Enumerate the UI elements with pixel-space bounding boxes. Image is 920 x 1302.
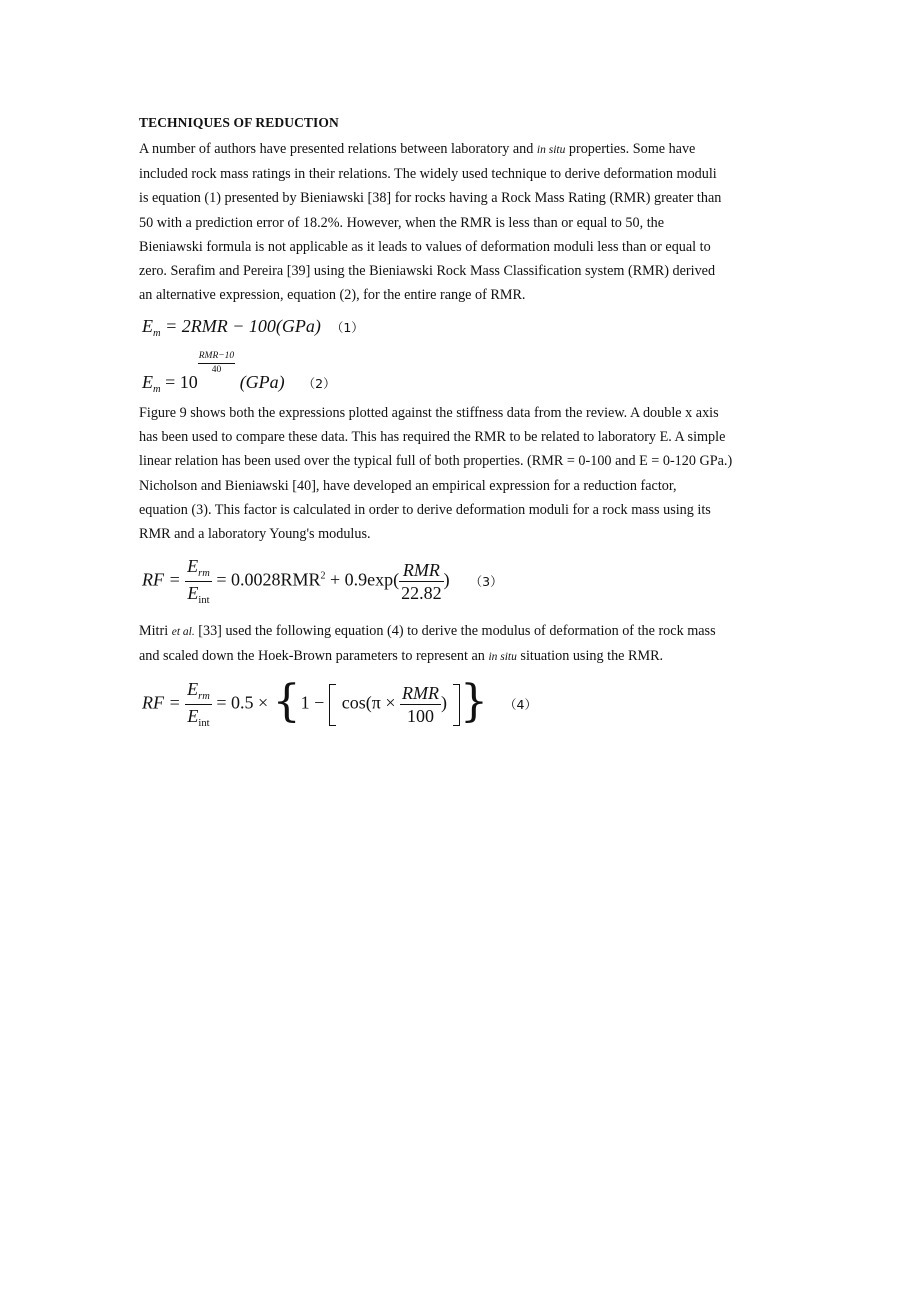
- paragraph-1-line-2: included rock mass ratings in their relations. The widely used technique to derive deformation moduli: [139, 166, 717, 183]
- paragraph-1-line-6: zero. Serafim and Pereira [39] using the Bieniawski Rock Mass Classification system (RMR) derived: [139, 263, 716, 280]
- equation-4: [142, 675, 537, 731]
- equation-lhs: RF =: [142, 569, 186, 590]
- equation-number: （3）: [469, 573, 503, 589]
- text-run: properties. Some have: [565, 141, 696, 157]
- subscript: int: [198, 595, 210, 606]
- text-run: A number of authors have presented relations between laboratory and: [139, 141, 537, 157]
- cosine-term: cos(π ×: [341, 692, 401, 713]
- paragraph-1: [139, 137, 799, 307]
- symbol-e: E: [187, 706, 199, 726]
- ratio-fraction: [185, 555, 212, 608]
- subscript: m: [153, 328, 161, 339]
- paragraph-2-line-6: RMR and a laboratory Young's modulus.: [139, 526, 371, 543]
- equation-mid: = 0.0028RMR: [211, 569, 321, 590]
- subscript: rm: [198, 691, 210, 702]
- paragraph-2-line-4: Nicholson and Bieniawski [40], have developed an empirical expression for a reduction factor,: [139, 477, 677, 494]
- ratio-fraction: [185, 678, 212, 731]
- paragraph-1-line-4: 50 with a prediction error of 18.2%. However, when the RMR is less than or equal to 50, the: [139, 214, 665, 231]
- paragraph-1-line-5: Bieniawski formula is not applicable as it leads to values of deformation moduli less than or equal to: [139, 238, 711, 255]
- equation-3: [142, 555, 503, 608]
- equation-number: （4）: [504, 696, 537, 712]
- italic-term: et al.: [171, 626, 195, 638]
- paragraph-2-line-3: linear relation has been used over the typical full of both properties. (RMR = 0-100 and E = 0-120 GPa.): [139, 453, 733, 470]
- subscript: m: [153, 384, 161, 395]
- italic-term: in situ: [536, 144, 566, 156]
- fraction-numerator: RMR: [402, 683, 439, 703]
- fraction-denominator: [185, 582, 212, 608]
- paragraph-1-line-7: an alternative expression, equation (2), for the entire range of RMR.: [139, 287, 526, 304]
- paragraph-1-line-3: is equation (1) presented by Bieniawski [38] for rocks having a Rock Mass Rating (RMR) greater than: [139, 190, 722, 207]
- subscript: rm: [198, 568, 210, 579]
- right-brace: }: [460, 675, 488, 727]
- paragraph-3-line-2: [139, 644, 799, 669]
- unit: (GPa): [239, 372, 285, 392]
- exponent-fraction: [198, 350, 235, 376]
- symbol-e: E: [187, 556, 199, 576]
- fraction-numerator: RMR: [399, 559, 444, 582]
- equation-rhs: = 2RMR − 100(GPa): [160, 316, 321, 336]
- symbol-e: E: [187, 679, 199, 699]
- paragraph-2-line-2: has been used to compare these data. This has required the RMR to be related to laboratory E. A simple: [139, 429, 726, 446]
- paragraph-2-line-5: equation (3). This factor is calculated in order to derive deformation moduli for a rock mass using its: [139, 501, 711, 518]
- paragraph-1-line-1: [139, 137, 799, 162]
- italic-term: in situ: [488, 651, 517, 664]
- equation-number: （2）: [302, 376, 336, 391]
- exponent-denominator: 40: [211, 365, 222, 375]
- inner-fraction: [400, 682, 441, 727]
- left-brace: {: [272, 675, 301, 727]
- fraction-numerator: [185, 678, 212, 705]
- paragraph-3-line-1: [139, 619, 799, 644]
- symbol-e: E: [187, 583, 199, 603]
- equation-1: [142, 316, 364, 337]
- close-paren: ): [441, 692, 447, 713]
- base-ten: = 10: [160, 372, 198, 392]
- symbol-e: E: [142, 316, 153, 336]
- inner-fraction: [399, 559, 444, 604]
- subscript: int: [198, 718, 210, 729]
- equation-term: 1 −: [300, 692, 325, 713]
- close-paren: ): [443, 569, 450, 590]
- superscript: 2: [320, 570, 326, 582]
- fraction-denominator: 100: [407, 706, 434, 726]
- left-bracket: [329, 684, 336, 726]
- equation-2: [142, 351, 336, 398]
- right-bracket: [453, 684, 460, 726]
- symbol-e: E: [142, 372, 153, 392]
- fraction-denominator: 22.82: [401, 583, 442, 603]
- equation-number: （1）: [330, 320, 364, 335]
- fraction-denominator: [185, 705, 212, 731]
- equation-lhs: RF =: [142, 692, 186, 713]
- exponent-numerator: RMR−10: [198, 350, 235, 364]
- paragraph-2: [139, 401, 799, 546]
- equation-mid: = 0.5 ×: [211, 692, 273, 713]
- text-run: Mitri: [139, 623, 172, 639]
- text-run: [33] used the following equation (4) to derive the modulus of deformation of the rock mass: [194, 623, 716, 639]
- paragraph-3: [139, 619, 799, 669]
- fraction-numerator: [185, 555, 212, 582]
- paragraph-2-line-1: Figure 9 shows both the expressions plotted against the stiffness data from the review. A double x axis: [139, 405, 719, 421]
- equation-term: + 0.9exp(: [325, 569, 400, 590]
- text-run: situation using the RMR.: [516, 648, 664, 665]
- text-run: and scaled down the Hoek-Brown parameters to represent an: [139, 648, 489, 665]
- section-heading: TECHNIQUES OF REDUCTION: [139, 115, 339, 130]
